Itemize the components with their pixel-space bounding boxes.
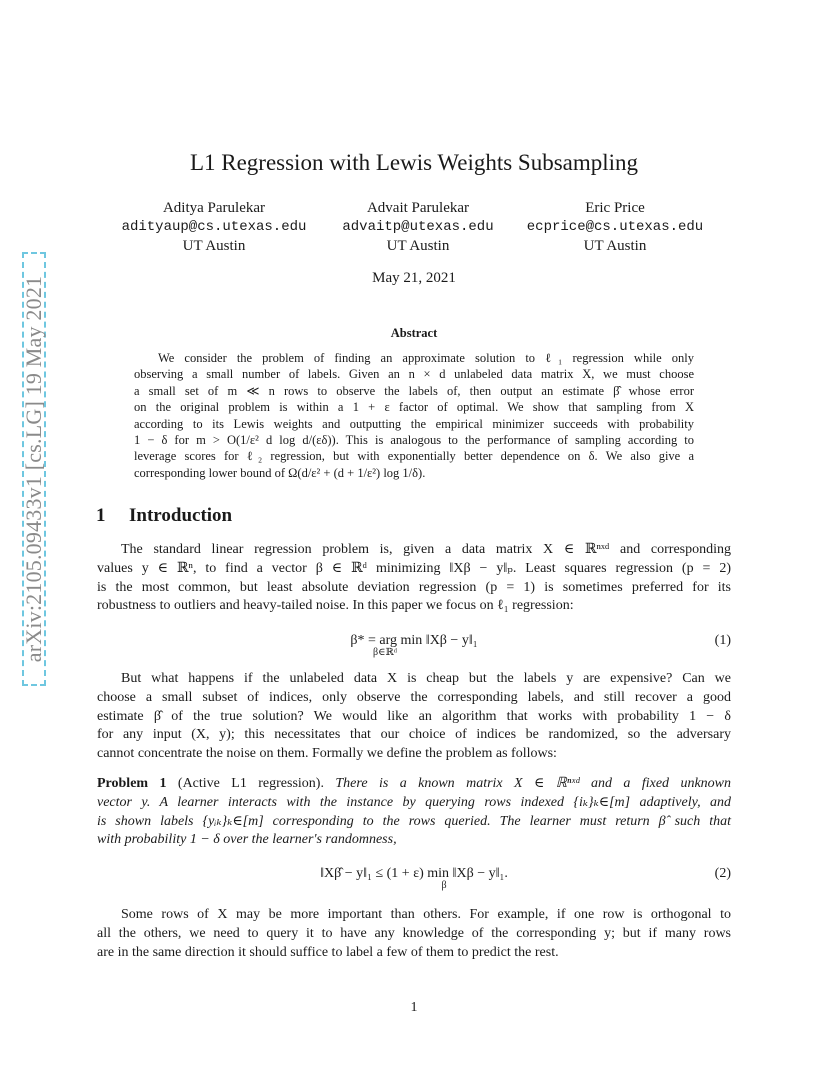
equation-number: (2) xyxy=(714,866,731,881)
author-3 xyxy=(515,199,715,256)
abstract-line: on the original problem is within a 1 + ε factor of optimal. We show that sampling from X xyxy=(134,400,694,415)
text-line: with probability 1 − δ over the learner's randomness, xyxy=(97,832,397,848)
problem-text: There is a known matrix X ∈ ℝⁿˣᵈ and a fixed unknown xyxy=(335,776,732,791)
author-name: Advait Parulekar xyxy=(366,200,470,216)
text-line: Some rows of X may be more important than others. For example, if one row is orthogonal to xyxy=(121,907,731,922)
abstract-line: leverage scores for ℓ₂ regression, but with exponentially better dependence on δ. We also give a xyxy=(134,449,694,464)
author-name: Aditya Parulekar xyxy=(162,200,266,216)
arxiv-stamp-text: arXiv:2105.09433v1 [cs.LG] 19 May 2021 xyxy=(21,275,46,663)
text-line: estimate β̂ of the true solution? We would like an algorithm that works with probability 1 − δ xyxy=(97,708,731,724)
text-line: But what happens if the unlabeled data X is cheap but the labels y are expensive? Can we xyxy=(121,671,731,686)
section-heading xyxy=(96,505,232,527)
text-line: is the most common, but least absolute deviation regression (p = 1) is sometimes preferred for its xyxy=(97,579,731,595)
abstract-line: according to its Lewis weights and outputting the empirical minimizer succeeds with probability xyxy=(134,416,694,431)
problem-statement xyxy=(97,775,731,850)
text-line xyxy=(97,775,731,794)
text-line: cannot concentrate the noise on them. Formally we define the problem as follows: xyxy=(97,746,557,762)
author-affiliation: UT Austin xyxy=(583,238,647,254)
text-line: are in the same direction it should suffice to label a few of them to predict the rest. xyxy=(97,944,559,960)
arxiv-stamp xyxy=(22,252,46,686)
problem-label: Problem 1 xyxy=(97,776,167,791)
author-affiliation: UT Austin xyxy=(386,238,450,254)
equation-body xyxy=(97,866,731,891)
equation-subscript: β xyxy=(441,880,447,891)
equation-subscript: β∈ℝᵈ xyxy=(373,647,397,658)
section-number: 1 xyxy=(96,505,106,526)
equation-2 xyxy=(97,866,731,896)
text-line: for any input (X, y); this necessitates that our choice of indices be randomized, so the adversary xyxy=(97,727,731,743)
paper-date: May 21, 2021 xyxy=(372,270,456,286)
page-number: 1 xyxy=(410,1000,418,1015)
text-line: choose a small subset of indices, only observe the corresponding labels, and still recover a good xyxy=(97,689,731,705)
text-line: values y ∈ ℝⁿ, to find a vector β ∈ ℝᵈ minimizing ‖Xβ − y‖ₚ. Least squares regression (p = 2) xyxy=(97,560,731,576)
paragraph-intro xyxy=(97,541,731,616)
author-email: adityaup@cs.utexas.edu xyxy=(121,219,307,235)
text-line: The standard linear regression problem is, given a data matrix X ∈ ℝⁿˣᵈ and corresponding xyxy=(121,542,731,557)
text-line: robustness to outliers and heavy-tailed noise. In this paper we focus on ℓ₁ regression: xyxy=(97,598,574,614)
abstract-body xyxy=(134,350,694,481)
abstract-line: corresponding lower bound of Ω(d/ε² + (d + 1/ε²) log 1/δ). xyxy=(134,465,426,480)
equation-1 xyxy=(97,633,731,665)
author-email: ecprice@cs.utexas.edu xyxy=(526,219,704,235)
equation-body xyxy=(97,633,731,658)
abstract-line: a small set of m ≪ n rows to observe the labels of, then output an estimate β̂ whose error xyxy=(134,383,694,398)
section-title: Introduction xyxy=(129,505,233,526)
abstract-line: 1 − δ for m > O(1/ε² d log d/(εδ)). This is analogous to the performance of sampling according to xyxy=(134,433,694,448)
problem-name: (Active L1 regression). xyxy=(177,776,324,791)
author-name: Eric Price xyxy=(585,200,645,216)
equation-expression: ‖Xβ̂ − y‖₁ ≤ (1 + ε) min ‖Xβ − y‖₁. xyxy=(320,866,508,881)
abstract-heading: Abstract xyxy=(390,326,438,340)
text-line: vector y. A learner interacts with the instance by querying rows indexed {iₖ}ₖ∈[m] adaptively, and xyxy=(97,794,731,810)
abstract-line: We consider the problem of finding an approximate solution to ℓ₁ regression while only xyxy=(158,351,694,365)
paragraph-rows xyxy=(97,906,731,962)
author-affiliation: UT Austin xyxy=(182,238,246,254)
paragraph-motivation xyxy=(97,670,731,764)
paper-title: L1 Regression with Lewis Weights Subsampling xyxy=(189,150,639,175)
author-1 xyxy=(114,199,314,256)
text-line: is shown labels {yᵢₖ}ₖ∈[m] corresponding to the rows queried. The learner must return β̂ such that xyxy=(97,813,731,829)
abstract-line: observing a small number of labels. Given an n × d unlabeled data matrix X, we must choose xyxy=(134,367,694,382)
author-2 xyxy=(318,199,518,256)
author-email: advaitp@utexas.edu xyxy=(342,219,494,235)
equation-number: (1) xyxy=(714,633,731,648)
equation-expression: β* = arg min ‖Xβ − y‖₁ xyxy=(350,633,478,648)
text-line: all the others, we need to query it to have any knowledge of the corresponding y; but if many rows xyxy=(97,925,731,941)
